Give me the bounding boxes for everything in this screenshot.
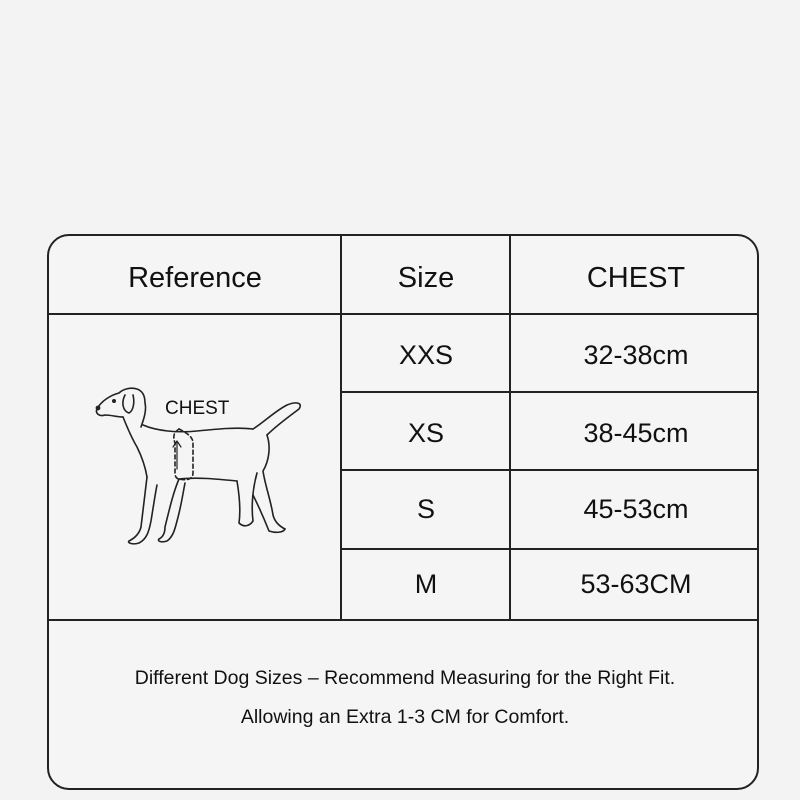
chest-cell-xs: 38-45cm: [583, 418, 689, 448]
row-divider-1: [341, 391, 759, 393]
header-reference: Reference: [128, 262, 262, 294]
size-cell-m: M: [414, 569, 438, 599]
chest-illustration-label: CHEST: [165, 398, 230, 419]
chest-cell-xxs: 32-38cm: [583, 340, 689, 370]
fit-note-line-1: Different Dog Sizes – Recommend Measuring for the Right Fit.: [134, 667, 676, 689]
fit-note-line-2: Allowing an Extra 1-3 CM for Comfort.: [240, 706, 570, 728]
table-bottom-divider: [49, 619, 759, 621]
header-size: Size: [397, 262, 455, 294]
row-divider-2: [341, 469, 759, 471]
chest-cell-m: 53-63CM: [580, 569, 692, 599]
row-divider-3: [341, 548, 759, 550]
header-divider: [49, 313, 759, 315]
chest-cell-s: 45-53cm: [583, 494, 689, 524]
size-cell-xxs: XXS: [398, 340, 454, 370]
size-cell-s: S: [416, 494, 435, 524]
size-cell-xs: XS: [407, 418, 445, 448]
header-chest: CHEST: [586, 262, 686, 294]
size-chart-card: [47, 234, 759, 790]
